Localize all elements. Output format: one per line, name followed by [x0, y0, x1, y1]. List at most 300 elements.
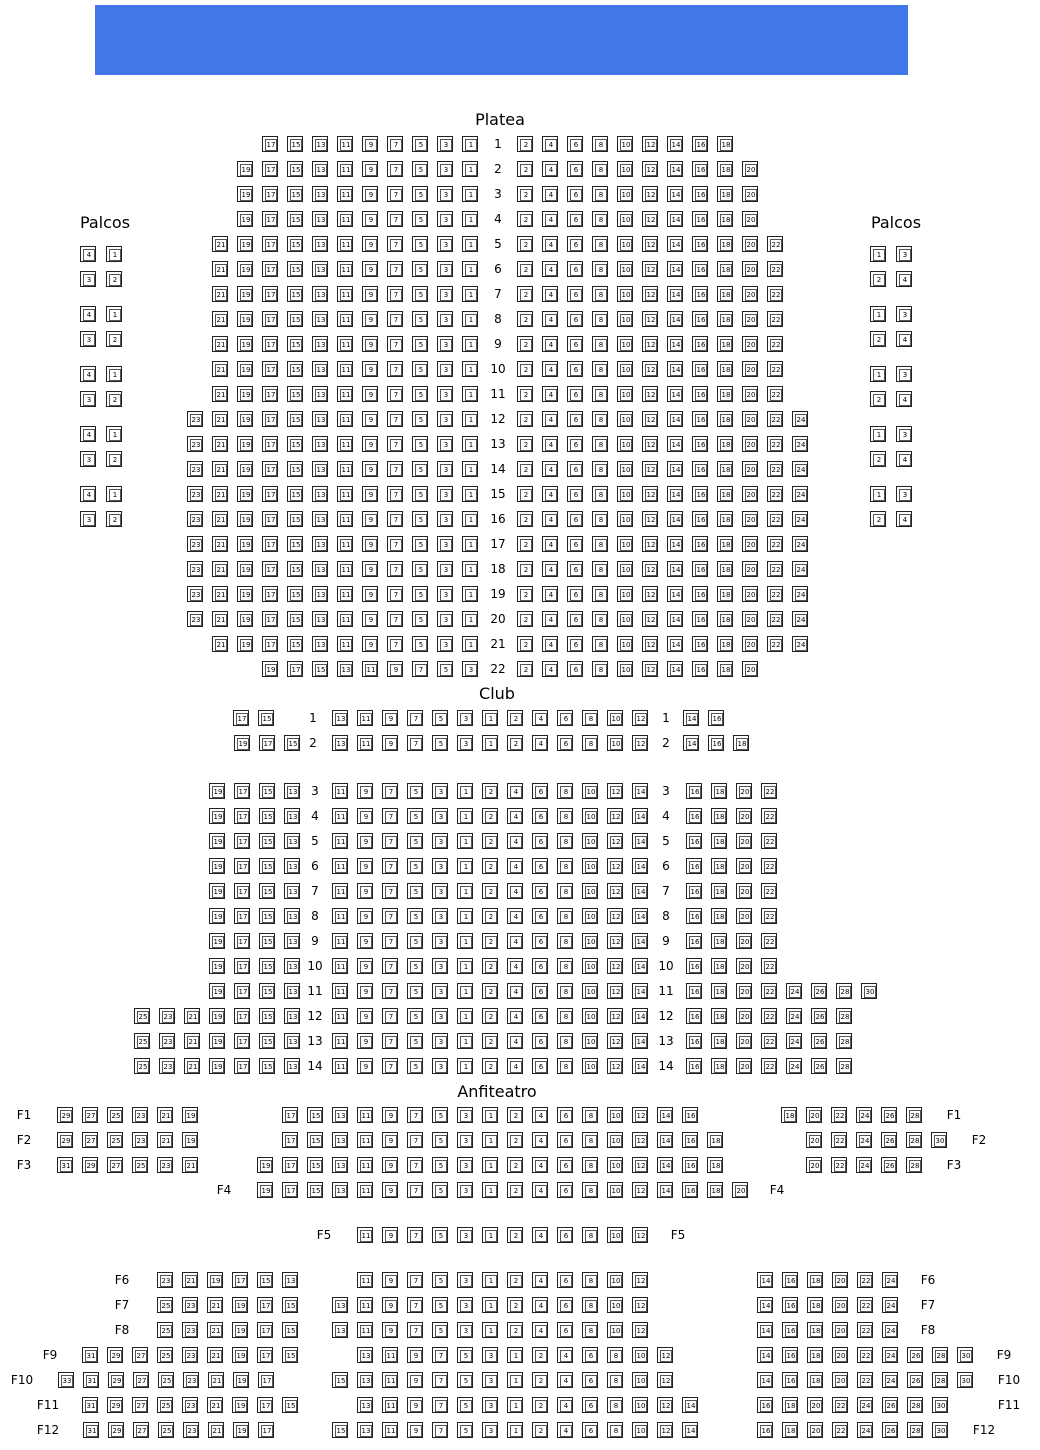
- anfiteatro-seat[interactable]: [132, 1132, 148, 1148]
- club-seat[interactable]: [532, 958, 548, 974]
- anfiteatro-seat[interactable]: [682, 1132, 698, 1148]
- platea-seat[interactable]: [462, 361, 478, 377]
- platea-seat[interactable]: [542, 486, 558, 502]
- club-seat[interactable]: [683, 710, 699, 726]
- platea-seat[interactable]: [237, 361, 253, 377]
- platea-seat[interactable]: [437, 136, 453, 152]
- platea-seat[interactable]: [567, 486, 583, 502]
- anfiteatro-seat[interactable]: [82, 1107, 98, 1123]
- platea-seat[interactable]: [717, 286, 733, 302]
- club-seat[interactable]: [811, 983, 827, 999]
- platea-seat[interactable]: [517, 536, 533, 552]
- platea-seat[interactable]: [717, 611, 733, 627]
- anfiteatro-seat[interactable]: [782, 1322, 798, 1338]
- anfiteatro-seat[interactable]: [557, 1297, 573, 1313]
- platea-seat[interactable]: [717, 261, 733, 277]
- anfiteatro-seat[interactable]: [607, 1347, 623, 1363]
- anfiteatro-seat[interactable]: [857, 1397, 873, 1413]
- anfiteatro-seat[interactable]: [232, 1272, 248, 1288]
- platea-seat[interactable]: [517, 386, 533, 402]
- anfiteatro-seat[interactable]: [357, 1157, 373, 1173]
- anfiteatro-seat[interactable]: [857, 1347, 873, 1363]
- platea-seat[interactable]: [742, 261, 758, 277]
- platea-seat[interactable]: [412, 461, 428, 477]
- platea-seat[interactable]: [212, 311, 228, 327]
- platea-seat[interactable]: [337, 486, 353, 502]
- anfiteatro-seat[interactable]: [632, 1182, 648, 1198]
- anfiteatro-seat[interactable]: [332, 1322, 348, 1338]
- platea-seat[interactable]: [792, 436, 808, 452]
- anfiteatro-seat[interactable]: [532, 1347, 548, 1363]
- club-seat[interactable]: [507, 1033, 523, 1049]
- club-seat[interactable]: [457, 958, 473, 974]
- anfiteatro-seat[interactable]: [258, 1372, 274, 1388]
- platea-seat[interactable]: [542, 211, 558, 227]
- club-seat[interactable]: [761, 1033, 777, 1049]
- club-seat[interactable]: [507, 958, 523, 974]
- platea-seat[interactable]: [262, 411, 278, 427]
- club-seat[interactable]: [382, 710, 398, 726]
- platea-seat[interactable]: [287, 386, 303, 402]
- platea-seat[interactable]: [312, 536, 328, 552]
- club-seat[interactable]: [686, 883, 702, 899]
- anfiteatro-seat[interactable]: [807, 1397, 823, 1413]
- platea-seat[interactable]: [212, 561, 228, 577]
- anfiteatro-seat[interactable]: [382, 1107, 398, 1123]
- anfiteatro-seat[interactable]: [632, 1272, 648, 1288]
- platea-seat[interactable]: [617, 461, 633, 477]
- anfiteatro-seat[interactable]: [108, 1372, 124, 1388]
- club-seat[interactable]: [532, 908, 548, 924]
- platea-seat[interactable]: [337, 286, 353, 302]
- platea-seat[interactable]: [642, 536, 658, 552]
- anfiteatro-seat[interactable]: [582, 1107, 598, 1123]
- anfiteatro-seat[interactable]: [307, 1182, 323, 1198]
- anfiteatro-seat[interactable]: [357, 1422, 373, 1438]
- platea-seat[interactable]: [312, 211, 328, 227]
- platea-seat[interactable]: [412, 561, 428, 577]
- anfiteatro-seat[interactable]: [582, 1157, 598, 1173]
- anfiteatro-seat[interactable]: [457, 1322, 473, 1338]
- platea-seat[interactable]: [617, 511, 633, 527]
- platea-seat[interactable]: [337, 436, 353, 452]
- club-seat[interactable]: [711, 1058, 727, 1074]
- platea-seat[interactable]: [412, 511, 428, 527]
- platea-seat[interactable]: [312, 411, 328, 427]
- platea-seat[interactable]: [462, 236, 478, 252]
- club-seat[interactable]: [686, 783, 702, 799]
- platea-seat[interactable]: [312, 386, 328, 402]
- anfiteatro-seat[interactable]: [282, 1347, 298, 1363]
- club-seat[interactable]: [457, 833, 473, 849]
- club-seat[interactable]: [811, 1008, 827, 1024]
- platea-seat[interactable]: [742, 361, 758, 377]
- anfiteatro-seat[interactable]: [882, 1272, 898, 1288]
- club-seat[interactable]: [234, 808, 250, 824]
- club-seat[interactable]: [357, 1008, 373, 1024]
- platea-seat[interactable]: [287, 336, 303, 352]
- palco-left-seat[interactable]: [80, 306, 96, 322]
- platea-seat[interactable]: [567, 536, 583, 552]
- club-seat[interactable]: [736, 808, 752, 824]
- platea-seat[interactable]: [517, 336, 533, 352]
- club-seat[interactable]: [234, 908, 250, 924]
- platea-seat[interactable]: [517, 211, 533, 227]
- club-seat[interactable]: [407, 983, 423, 999]
- anfiteatro-seat[interactable]: [482, 1322, 498, 1338]
- club-seat[interactable]: [557, 883, 573, 899]
- platea-seat[interactable]: [717, 361, 733, 377]
- palco-right-seat[interactable]: [870, 426, 886, 442]
- platea-seat[interactable]: [717, 311, 733, 327]
- club-seat[interactable]: [711, 808, 727, 824]
- club-seat[interactable]: [507, 933, 523, 949]
- platea-seat[interactable]: [387, 161, 403, 177]
- club-seat[interactable]: [482, 710, 498, 726]
- platea-seat[interactable]: [437, 536, 453, 552]
- anfiteatro-seat[interactable]: [107, 1132, 123, 1148]
- club-seat[interactable]: [736, 783, 752, 799]
- anfiteatro-seat[interactable]: [557, 1157, 573, 1173]
- anfiteatro-seat[interactable]: [133, 1372, 149, 1388]
- anfiteatro-seat[interactable]: [482, 1397, 498, 1413]
- palco-right-seat[interactable]: [870, 391, 886, 407]
- anfiteatro-seat[interactable]: [457, 1182, 473, 1198]
- club-seat[interactable]: [432, 1008, 448, 1024]
- platea-seat[interactable]: [337, 186, 353, 202]
- platea-seat[interactable]: [262, 311, 278, 327]
- club-seat[interactable]: [532, 858, 548, 874]
- anfiteatro-seat[interactable]: [507, 1157, 523, 1173]
- platea-seat[interactable]: [212, 636, 228, 652]
- platea-seat[interactable]: [237, 611, 253, 627]
- club-seat[interactable]: [259, 958, 275, 974]
- club-seat[interactable]: [557, 1058, 573, 1074]
- platea-seat[interactable]: [387, 311, 403, 327]
- anfiteatro-seat[interactable]: [857, 1322, 873, 1338]
- platea-seat[interactable]: [462, 561, 478, 577]
- anfiteatro-seat[interactable]: [632, 1297, 648, 1313]
- platea-seat[interactable]: [387, 186, 403, 202]
- club-seat[interactable]: [407, 783, 423, 799]
- platea-seat[interactable]: [437, 236, 453, 252]
- club-seat[interactable]: [736, 958, 752, 974]
- club-seat[interactable]: [432, 833, 448, 849]
- anfiteatro-seat[interactable]: [781, 1107, 797, 1123]
- anfiteatro-seat[interactable]: [357, 1227, 373, 1243]
- platea-seat[interactable]: [617, 161, 633, 177]
- platea-seat[interactable]: [592, 286, 608, 302]
- platea-seat[interactable]: [517, 486, 533, 502]
- platea-seat[interactable]: [312, 236, 328, 252]
- anfiteatro-seat[interactable]: [257, 1347, 273, 1363]
- anfiteatro-seat[interactable]: [157, 1132, 173, 1148]
- platea-seat[interactable]: [437, 611, 453, 627]
- platea-seat[interactable]: [337, 536, 353, 552]
- anfiteatro-seat[interactable]: [557, 1132, 573, 1148]
- platea-seat[interactable]: [437, 186, 453, 202]
- club-seat[interactable]: [686, 833, 702, 849]
- platea-seat[interactable]: [692, 436, 708, 452]
- anfiteatro-seat[interactable]: [357, 1297, 373, 1313]
- platea-seat[interactable]: [792, 636, 808, 652]
- anfiteatro-seat[interactable]: [557, 1422, 573, 1438]
- platea-seat[interactable]: [592, 236, 608, 252]
- platea-seat[interactable]: [717, 461, 733, 477]
- anfiteatro-seat[interactable]: [482, 1227, 498, 1243]
- platea-seat[interactable]: [187, 436, 203, 452]
- platea-seat[interactable]: [212, 586, 228, 602]
- anfiteatro-seat[interactable]: [132, 1157, 148, 1173]
- platea-seat[interactable]: [312, 586, 328, 602]
- platea-seat[interactable]: [387, 136, 403, 152]
- anfiteatro-seat[interactable]: [107, 1397, 123, 1413]
- platea-seat[interactable]: [717, 211, 733, 227]
- platea-seat[interactable]: [287, 236, 303, 252]
- platea-seat[interactable]: [642, 636, 658, 652]
- platea-seat[interactable]: [412, 436, 428, 452]
- platea-seat[interactable]: [362, 186, 378, 202]
- anfiteatro-seat[interactable]: [907, 1372, 923, 1388]
- platea-seat[interactable]: [692, 461, 708, 477]
- platea-seat[interactable]: [212, 336, 228, 352]
- anfiteatro-seat[interactable]: [207, 1397, 223, 1413]
- club-seat[interactable]: [284, 883, 300, 899]
- platea-seat[interactable]: [567, 186, 583, 202]
- anfiteatro-seat[interactable]: [232, 1322, 248, 1338]
- club-seat[interactable]: [532, 1033, 548, 1049]
- palco-right-seat[interactable]: [896, 451, 912, 467]
- club-seat[interactable]: [382, 783, 398, 799]
- platea-seat[interactable]: [287, 186, 303, 202]
- platea-seat[interactable]: [337, 336, 353, 352]
- platea-seat[interactable]: [667, 511, 683, 527]
- platea-seat[interactable]: [617, 586, 633, 602]
- platea-seat[interactable]: [642, 336, 658, 352]
- club-seat[interactable]: [632, 1008, 648, 1024]
- anfiteatro-seat[interactable]: [407, 1297, 423, 1313]
- platea-seat[interactable]: [592, 536, 608, 552]
- anfiteatro-seat[interactable]: [782, 1347, 798, 1363]
- platea-seat[interactable]: [362, 136, 378, 152]
- anfiteatro-seat[interactable]: [657, 1157, 673, 1173]
- club-seat[interactable]: [557, 1008, 573, 1024]
- anfiteatro-seat[interactable]: [906, 1157, 922, 1173]
- platea-seat[interactable]: [337, 561, 353, 577]
- club-seat[interactable]: [632, 883, 648, 899]
- platea-seat[interactable]: [667, 311, 683, 327]
- anfiteatro-seat[interactable]: [907, 1347, 923, 1363]
- platea-seat[interactable]: [412, 161, 428, 177]
- club-seat[interactable]: [332, 710, 348, 726]
- platea-seat[interactable]: [642, 236, 658, 252]
- club-seat[interactable]: [761, 933, 777, 949]
- platea-seat[interactable]: [792, 411, 808, 427]
- anfiteatro-seat[interactable]: [507, 1372, 523, 1388]
- club-seat[interactable]: [632, 1033, 648, 1049]
- anfiteatro-seat[interactable]: [257, 1397, 273, 1413]
- palco-left-seat[interactable]: [80, 486, 96, 502]
- club-seat[interactable]: [686, 808, 702, 824]
- anfiteatro-seat[interactable]: [957, 1372, 973, 1388]
- club-seat[interactable]: [686, 858, 702, 874]
- club-seat[interactable]: [457, 783, 473, 799]
- club-seat[interactable]: [711, 1033, 727, 1049]
- club-seat[interactable]: [632, 710, 648, 726]
- platea-seat[interactable]: [642, 411, 658, 427]
- platea-seat[interactable]: [717, 661, 733, 677]
- platea-seat[interactable]: [592, 261, 608, 277]
- club-seat[interactable]: [209, 783, 225, 799]
- platea-seat[interactable]: [362, 161, 378, 177]
- anfiteatro-seat[interactable]: [432, 1272, 448, 1288]
- platea-seat[interactable]: [767, 236, 783, 252]
- platea-seat[interactable]: [692, 386, 708, 402]
- anfiteatro-seat[interactable]: [557, 1182, 573, 1198]
- palco-left-seat[interactable]: [106, 366, 122, 382]
- anfiteatro-seat[interactable]: [607, 1397, 623, 1413]
- club-seat[interactable]: [482, 933, 498, 949]
- anfiteatro-seat[interactable]: [507, 1132, 523, 1148]
- anfiteatro-seat[interactable]: [507, 1347, 523, 1363]
- platea-seat[interactable]: [592, 211, 608, 227]
- anfiteatro-seat[interactable]: [257, 1272, 273, 1288]
- anfiteatro-seat[interactable]: [357, 1397, 373, 1413]
- club-seat[interactable]: [582, 735, 598, 751]
- platea-seat[interactable]: [592, 336, 608, 352]
- anfiteatro-seat[interactable]: [382, 1157, 398, 1173]
- palco-left-seat[interactable]: [106, 511, 122, 527]
- anfiteatro-seat[interactable]: [881, 1107, 897, 1123]
- anfiteatro-seat[interactable]: [682, 1157, 698, 1173]
- platea-seat[interactable]: [362, 261, 378, 277]
- anfiteatro-seat[interactable]: [532, 1227, 548, 1243]
- platea-seat[interactable]: [412, 611, 428, 627]
- club-seat[interactable]: [332, 858, 348, 874]
- platea-seat[interactable]: [387, 211, 403, 227]
- anfiteatro-seat[interactable]: [632, 1157, 648, 1173]
- platea-seat[interactable]: [262, 186, 278, 202]
- anfiteatro-seat[interactable]: [532, 1157, 548, 1173]
- club-seat[interactable]: [259, 1058, 275, 1074]
- club-seat[interactable]: [134, 1008, 150, 1024]
- anfiteatro-seat[interactable]: [632, 1397, 648, 1413]
- platea-seat[interactable]: [287, 536, 303, 552]
- platea-seat[interactable]: [212, 611, 228, 627]
- platea-seat[interactable]: [362, 636, 378, 652]
- club-seat[interactable]: [209, 1033, 225, 1049]
- club-seat[interactable]: [357, 1033, 373, 1049]
- club-seat[interactable]: [786, 1033, 802, 1049]
- platea-seat[interactable]: [462, 411, 478, 427]
- anfiteatro-seat[interactable]: [707, 1182, 723, 1198]
- club-seat[interactable]: [683, 735, 699, 751]
- anfiteatro-seat[interactable]: [407, 1182, 423, 1198]
- club-seat[interactable]: [357, 958, 373, 974]
- platea-seat[interactable]: [387, 486, 403, 502]
- club-seat[interactable]: [708, 710, 724, 726]
- platea-seat[interactable]: [617, 486, 633, 502]
- club-seat[interactable]: [234, 983, 250, 999]
- club-seat[interactable]: [432, 983, 448, 999]
- platea-seat[interactable]: [567, 236, 583, 252]
- anfiteatro-seat[interactable]: [907, 1422, 923, 1438]
- club-seat[interactable]: [209, 908, 225, 924]
- club-seat[interactable]: [284, 735, 300, 751]
- platea-seat[interactable]: [362, 461, 378, 477]
- platea-seat[interactable]: [767, 536, 783, 552]
- platea-seat[interactable]: [412, 186, 428, 202]
- anfiteatro-seat[interactable]: [957, 1347, 973, 1363]
- platea-seat[interactable]: [287, 511, 303, 527]
- club-seat[interactable]: [632, 735, 648, 751]
- club-seat[interactable]: [432, 808, 448, 824]
- anfiteatro-seat[interactable]: [108, 1422, 124, 1438]
- platea-seat[interactable]: [642, 611, 658, 627]
- anfiteatro-seat[interactable]: [782, 1297, 798, 1313]
- club-seat[interactable]: [259, 833, 275, 849]
- platea-seat[interactable]: [362, 661, 378, 677]
- platea-seat[interactable]: [437, 436, 453, 452]
- anfiteatro-seat[interactable]: [282, 1157, 298, 1173]
- platea-seat[interactable]: [362, 611, 378, 627]
- club-seat[interactable]: [582, 783, 598, 799]
- club-seat[interactable]: [209, 958, 225, 974]
- club-seat[interactable]: [557, 783, 573, 799]
- anfiteatro-seat[interactable]: [208, 1422, 224, 1438]
- anfiteatro-seat[interactable]: [182, 1322, 198, 1338]
- anfiteatro-seat[interactable]: [307, 1107, 323, 1123]
- club-seat[interactable]: [482, 1033, 498, 1049]
- platea-seat[interactable]: [667, 411, 683, 427]
- platea-seat[interactable]: [287, 311, 303, 327]
- platea-seat[interactable]: [692, 311, 708, 327]
- club-seat[interactable]: [607, 710, 623, 726]
- anfiteatro-seat[interactable]: [432, 1372, 448, 1388]
- club-seat[interactable]: [457, 933, 473, 949]
- platea-seat[interactable]: [542, 361, 558, 377]
- anfiteatro-seat[interactable]: [732, 1182, 748, 1198]
- palco-right-seat[interactable]: [896, 511, 912, 527]
- club-seat[interactable]: [532, 1008, 548, 1024]
- club-seat[interactable]: [733, 735, 749, 751]
- platea-seat[interactable]: [337, 311, 353, 327]
- club-seat[interactable]: [607, 783, 623, 799]
- anfiteatro-seat[interactable]: [582, 1322, 598, 1338]
- platea-seat[interactable]: [692, 211, 708, 227]
- club-seat[interactable]: [259, 1008, 275, 1024]
- anfiteatro-seat[interactable]: [607, 1182, 623, 1198]
- anfiteatro-seat[interactable]: [357, 1272, 373, 1288]
- club-seat[interactable]: [582, 933, 598, 949]
- anfiteatro-seat[interactable]: [432, 1132, 448, 1148]
- platea-seat[interactable]: [412, 311, 428, 327]
- anfiteatro-seat[interactable]: [782, 1272, 798, 1288]
- club-seat[interactable]: [332, 1033, 348, 1049]
- platea-seat[interactable]: [517, 411, 533, 427]
- platea-seat[interactable]: [617, 286, 633, 302]
- platea-seat[interactable]: [567, 361, 583, 377]
- anfiteatro-seat[interactable]: [432, 1322, 448, 1338]
- club-seat[interactable]: [457, 883, 473, 899]
- anfiteatro-seat[interactable]: [582, 1227, 598, 1243]
- anfiteatro-seat[interactable]: [657, 1372, 673, 1388]
- club-seat[interactable]: [284, 958, 300, 974]
- palco-left-seat[interactable]: [80, 246, 96, 262]
- club-seat[interactable]: [357, 858, 373, 874]
- platea-seat[interactable]: [312, 186, 328, 202]
- club-seat[interactable]: [632, 808, 648, 824]
